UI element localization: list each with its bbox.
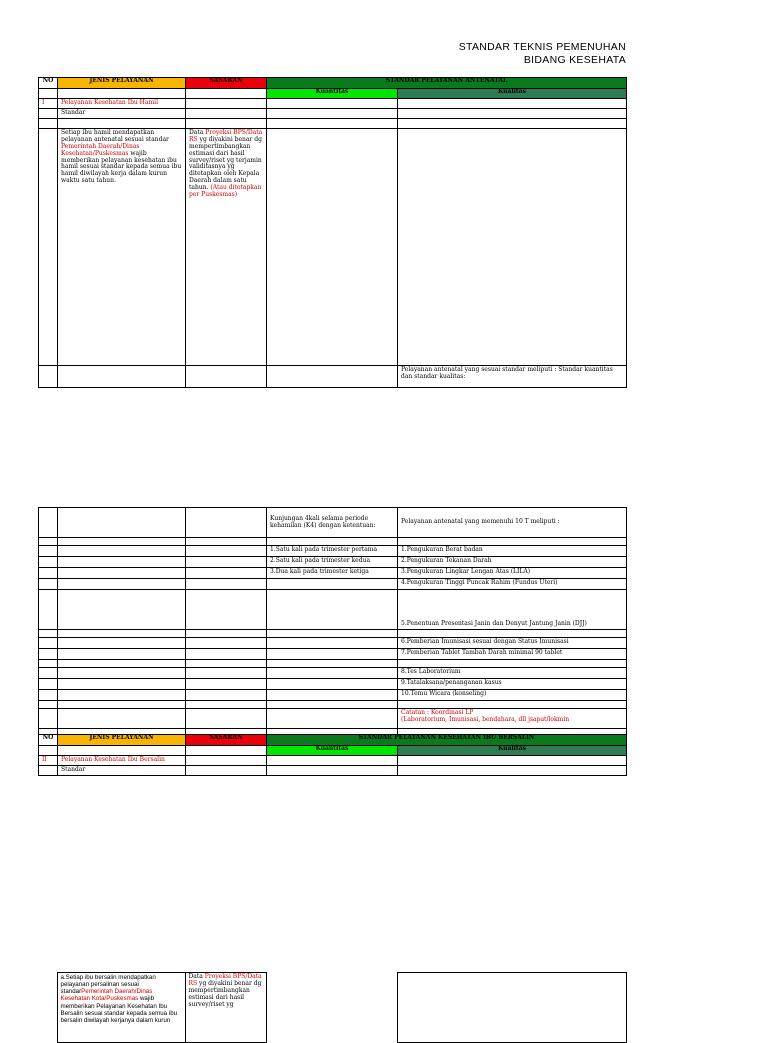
standar-description: Setiap ibu hamil mendapatkan pelayanan antenatal sesuai standar Pemerintah Daerah/Dinas Kesehatan/Puskesmas wajib memberikan pelayanan kesehatan ibu hamil sesuai standar kepada semua ibu hamil diwilayah kerja dalam kurun waktu satu tahun. xyxy=(58,129,186,366)
kualitas-item: 9.Tatalaksana/penanganan kasus xyxy=(398,679,627,690)
catatan-note: Catatan : Koordinasi LP (Laboratorium, Imunisasi, bendahara, dll jsapat/lokmin xyxy=(398,709,627,729)
kualitas-item: 3.Pengukuran Lingkar Lengan Atas (LILA) xyxy=(398,568,627,579)
kualitas-item: 4.Pengukuran Tinggi Puncak Rahim (Fundus Uteri) xyxy=(398,579,627,590)
section-number: I xyxy=(39,99,58,109)
kualitas-heading: Pelayanan antenatal yang memenuhi 10 T meliputi : xyxy=(398,508,627,538)
kualitas-item: 6.Pemberian Imunisasi sesuai dengan Status Imunisasi xyxy=(398,638,627,649)
header-kualitas: Kualitas xyxy=(398,89,627,99)
bersalin-sasaran-description: Data Proyeksi BPS/Data RS yg diyakini benar dg mempertimbangkan estimasi dari hasil survey/riset yg xyxy=(185,973,266,1043)
antenatal-table xyxy=(38,77,627,388)
header-jenis-pelayanan: JENIS PELAYANAN xyxy=(58,78,186,89)
kualitas-item: 2.Pengukuran Tekanan Darah xyxy=(398,557,627,568)
standar-label: Standar xyxy=(58,109,186,119)
document-title-line1: STANDAR TEKNIS PEMENUHAN xyxy=(458,41,626,53)
antenatal-detail-table xyxy=(38,507,627,776)
header-no: NO xyxy=(39,78,58,89)
kuantitas-item: 1.Satu kali pada trimester pertama xyxy=(267,546,398,557)
section-number: II xyxy=(39,756,58,766)
header-kuantitas: Kuantitas xyxy=(267,746,398,756)
header-standar-bersalin: STANDAR PELAYANAN KESEHATAN IBU BERSALIN xyxy=(267,735,627,746)
standar-label: Standar xyxy=(58,766,186,776)
header-sasaran: SASARAN xyxy=(186,78,267,89)
header-kualitas: Kualitas xyxy=(398,746,627,756)
section-title: Pelayanan Kesehatan Ibu Hamil xyxy=(58,99,186,109)
bersalin-standar-description: a.Setiap ibu bersalin mendapatkan pelayanan persalinan sesuai standarPemerintah Daerah/Dinas Kesehatan Kota/Puskesmas wajib memberikan Pelayanan Kesehatan Ibu Bersalin sesuai standar kepada semua ibu bersalin diwilayah kerjanya dalam kurun xyxy=(57,973,185,1043)
kualitas-item: 1.Pengukuran Berat badan xyxy=(398,546,627,557)
kualitas-item: 10.Temu Wicara (konseling) xyxy=(398,690,627,701)
header-kuantitas: Kuantitas xyxy=(267,89,398,99)
kuantitas-item: 3.Dua kali pada trimester ketiga xyxy=(267,568,398,579)
kualitas-item: 7.Pemberian Tablet Tambah Darah minimal 90 tablet xyxy=(398,649,627,660)
kuantitas-heading: Kunjungan 4kali selama periode kehamilan (K4) dengan ketentuan: xyxy=(267,508,398,538)
kualitas-note: Pelayanan antenatal yang sesuai standar meliputi : Standar kuantitas dan standar kualitas: xyxy=(398,366,627,388)
kuantitas-item: 2.Satu kali pada trimester kedua xyxy=(267,557,398,568)
header-sasaran: SASARAN xyxy=(186,735,267,746)
header-jenis-pelayanan: JENIS PELAYANAN xyxy=(58,735,186,746)
header-no: NO xyxy=(39,735,58,746)
section-title: Pelayanan Kesehatan Ibu Bersalin xyxy=(58,756,186,766)
bersalin-detail-table xyxy=(38,972,627,1043)
kualitas-item: 8.Tes Laboratorium xyxy=(398,668,627,679)
kualitas-item: 5.Penentuan Presentasi Janin dan Denyut Jantung Janin (DJJ) xyxy=(398,590,627,630)
sasaran-description: Data Proyeksi BPS/Data RS yg diyakini benar dg mempertimbangkan estimasi dari hasil survey/riset yg terjamin validitasnya yg ditetapkan oleh Kepala Daerah dalam satu tahun. (Atau ditetapkan per Puskesmas) xyxy=(186,129,267,366)
document-title-line2: BIDANG KESEHATA xyxy=(523,54,626,66)
header-standar-antenatal: STANDAR PELAYANAN ANTENATAL xyxy=(267,78,627,89)
